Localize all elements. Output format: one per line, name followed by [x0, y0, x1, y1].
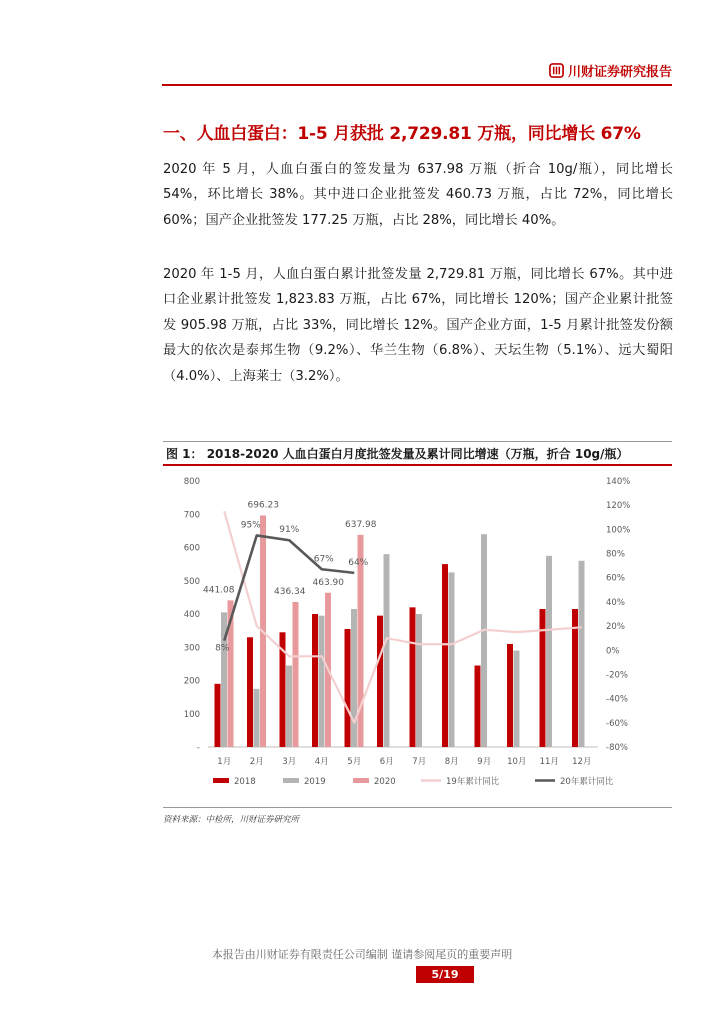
bar-2020: [293, 602, 299, 747]
page-number: 5/19: [416, 966, 474, 983]
legend-swatch-2019: [283, 778, 299, 783]
line-data-label: 91%: [279, 525, 300, 536]
bar-2018: [507, 644, 513, 747]
right-axis-tick: 100%: [606, 525, 631, 536]
category-label: 9月: [477, 757, 492, 767]
legend-label: 19年累计同比: [446, 777, 500, 787]
right-axis-tick: -20%: [606, 670, 628, 681]
bar-2018: [345, 629, 351, 747]
brand-logo-icon: [549, 63, 564, 78]
right-axis-tick: -40%: [606, 694, 628, 705]
bar-2019: [481, 534, 487, 747]
left-axis-tick: 700: [183, 510, 200, 521]
bar-2019: [449, 572, 455, 747]
legend-swatch-2020: [353, 778, 369, 783]
category-label: 7月: [412, 757, 427, 767]
bar-data-label: 637.98: [345, 519, 377, 530]
legend-label: 2018: [234, 777, 256, 787]
bar-2019: [319, 616, 325, 747]
bar-data-label: 436.34: [274, 586, 306, 597]
category-label: 2月: [249, 757, 264, 767]
bar-2019: [579, 561, 585, 747]
left-axis-tick: 400: [183, 610, 200, 620]
left-axis-tick: 600: [183, 543, 200, 554]
line-data-label: 8%: [215, 643, 230, 654]
right-axis-tick: 20%: [606, 622, 625, 633]
bar-2019: [416, 614, 422, 747]
right-axis-tick: 0%: [606, 646, 620, 657]
bar-data-label: 696.23: [247, 500, 279, 511]
figure-top-rule: [163, 441, 672, 442]
bar-2019: [286, 666, 292, 747]
bar-2019: [546, 556, 552, 747]
bar-2018: [410, 607, 416, 747]
header-rule: [162, 84, 672, 86]
right-axis-tick: -60%: [606, 718, 628, 729]
brand-name: 川财证券研究报告: [567, 65, 672, 80]
figure-title: 图 1： 2018-2020 人血白蛋白月度批签发量及累计同比增速（万瓶，折合 10g/瓶）: [166, 447, 629, 461]
category-label: 1月: [217, 757, 232, 767]
figure-source: 资料来源：中检所，川财证券研究所: [163, 815, 300, 825]
left-axis-tick: 800: [183, 477, 200, 487]
left-axis-tick: 300: [183, 643, 200, 654]
bar-2019: [384, 554, 390, 747]
header-brand: [549, 61, 672, 80]
right-axis-tick: 140%: [606, 477, 631, 487]
right-axis-tick: 120%: [606, 501, 631, 512]
footer-disclaimer: 本报告由川财证券有限责任公司编制 谨请参阅尾页的重要声明: [211, 948, 513, 961]
category-label: 10月: [507, 757, 527, 767]
bar-data-label: 463.90: [312, 577, 344, 588]
left-axis-tick: 500: [183, 576, 200, 587]
paragraph-cumulative: 2020 年 1-5 月，人血白蛋白累计批签发量 2,729.81 万瓶，同比增长 67%。其中进口企业累计批签发 1,823.83 万瓶，占比 67%，同比增长 120%；国产企业累计批签发 905.98 万瓶，占比 33%，同比增长 12%。国产企业方面，1-5 月累计批签发份额最大的依次是泰邦生物（9.2%）、华兰生物（6.8%）、天坛生物（5.1%）、远大蜀阳（4.0%）、上海莱士（3.2%）。: [163, 267, 673, 384]
legend-label: 2019: [304, 777, 326, 787]
bar-2018: [312, 614, 318, 747]
left-axis-tick: 200: [183, 676, 200, 687]
right-axis-tick: 60%: [606, 573, 625, 584]
bar-2018: [475, 666, 481, 747]
bar-data-label: 441.08: [203, 585, 235, 596]
line-data-label: 67%: [313, 554, 334, 565]
line-data-label: 95%: [240, 520, 261, 531]
line-19年累计同比: [224, 511, 582, 723]
bar-2019: [254, 689, 260, 747]
line-data-label: 64%: [348, 557, 369, 568]
category-label: 3月: [282, 757, 297, 767]
section-title: 一、人血白蛋白：1-5 月获批 2,729.81 万瓶，同比增长 67%: [163, 124, 641, 144]
bar-2018: [442, 564, 448, 747]
right-axis-tick: -80%: [606, 743, 628, 753]
bar-2019: [514, 651, 520, 747]
paragraph-monthly: 2020 年 5 月，人血白蛋白的签发量为 637.98 万瓶（折合 10g/瓶），同比增长 54%，环比增长 38%。其中进口企业批签发 460.73 万瓶，占比 72%，同比增长 60%；国产企业批签发 177.25 万瓶，占比 28%，同比增长 40%。: [163, 162, 673, 228]
legend-label: 20年累计同比: [560, 777, 614, 787]
category-label: 8月: [444, 757, 459, 767]
category-label: 5月: [347, 757, 362, 767]
bar-2018: [215, 684, 221, 747]
category-label: 11月: [539, 757, 559, 767]
right-axis-tick: 40%: [606, 597, 625, 608]
left-axis-tick: -: [196, 743, 200, 753]
category-label: 6月: [379, 757, 394, 767]
bar-2018: [377, 616, 383, 747]
bar-2019: [351, 609, 357, 747]
right-axis-tick: 80%: [606, 549, 625, 560]
category-label: 4月: [314, 757, 329, 767]
legend-swatch-2018: [213, 778, 229, 783]
bar-2018: [572, 609, 578, 747]
bar-2018: [247, 637, 253, 747]
albumin-chart: [163, 466, 672, 806]
figure-box: [163, 441, 672, 808]
legend-label: 2020: [374, 777, 396, 787]
category-label: 12月: [572, 757, 592, 767]
left-axis-tick: 100: [183, 709, 200, 720]
